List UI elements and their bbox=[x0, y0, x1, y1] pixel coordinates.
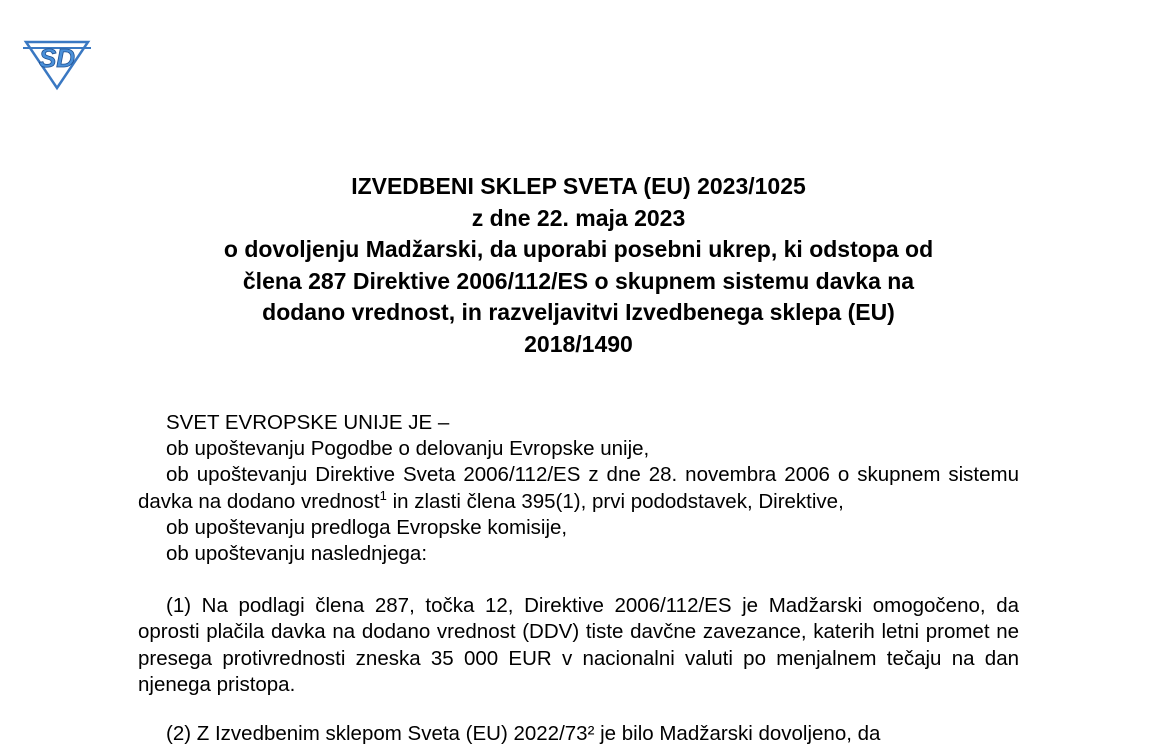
title-line-4: člena 287 Direktive 2006/112/ES o skupnem sistemu davka na bbox=[242, 267, 915, 294]
paragraph-gap bbox=[138, 567, 1019, 593]
footnote-ref-1[interactable]: 1 bbox=[379, 487, 387, 503]
document-title bbox=[138, 171, 1019, 360]
recital-directive-text-b: in zlasti člena 395(1), prvi pododstavek, Direktive, bbox=[386, 489, 844, 513]
sd-logo-icon bbox=[20, 34, 94, 90]
sd-logo bbox=[20, 34, 94, 90]
title-line-1: IZVEDBENI SKLEP SVETA (EU) 2023/1025 bbox=[351, 173, 806, 199]
recital-1: (1) Na podlagi člena 287, točka 12, Direktive 2006/112/ES je Madžarski omogočeno, da oprosti plačila davka na dodano vrednost (DDV) tiste davčne zavezance, katerih letni promet ne presega protivrednosti zneska 35 000 EUR v nacionalni valuti po menjalnem tečaju na dan njenega pristopa. bbox=[138, 594, 1019, 696]
recital-treaty: ob upoštevanju Pogodbe o delovanju Evropske unije, bbox=[166, 437, 650, 461]
recital-whereas: ob upoštevanju naslednjega: bbox=[166, 542, 428, 566]
preamble-intro: SVET EVROPSKE UNIJE JE – bbox=[166, 411, 450, 434]
title-line-5: dodano vrednost, in razveljavitvi Izvedbenega sklepa (EU) bbox=[262, 299, 895, 325]
svg-text:SD: SD bbox=[38, 43, 76, 73]
recital-2-partial bbox=[138, 722, 1019, 745]
recital-proposal: ob upoštevanju predloga Evropske komisije, bbox=[166, 515, 568, 539]
title-line-3: o dovoljenju Madžarski, da uporabi posebni ukrep, ki odstopa od bbox=[223, 236, 934, 262]
recital-2-text: (2) Z Izvedbenim sklepom Sveta (EU) 2022/73² je bilo Madžarski dovoljeno, da bbox=[166, 722, 881, 745]
recital-directive bbox=[138, 462, 1019, 514]
title-line-2: z dne 22. maja 2023 bbox=[471, 204, 686, 231]
document-body bbox=[138, 410, 1019, 698]
recital-directive-text-a: ob upoštevanju Direktive Sveta 2006/112/ES z dne 28. novembra 2006 o skupnem sistemu davka na dodano vrednost bbox=[138, 463, 1019, 513]
title-line-6: 2018/1490 bbox=[524, 330, 633, 357]
